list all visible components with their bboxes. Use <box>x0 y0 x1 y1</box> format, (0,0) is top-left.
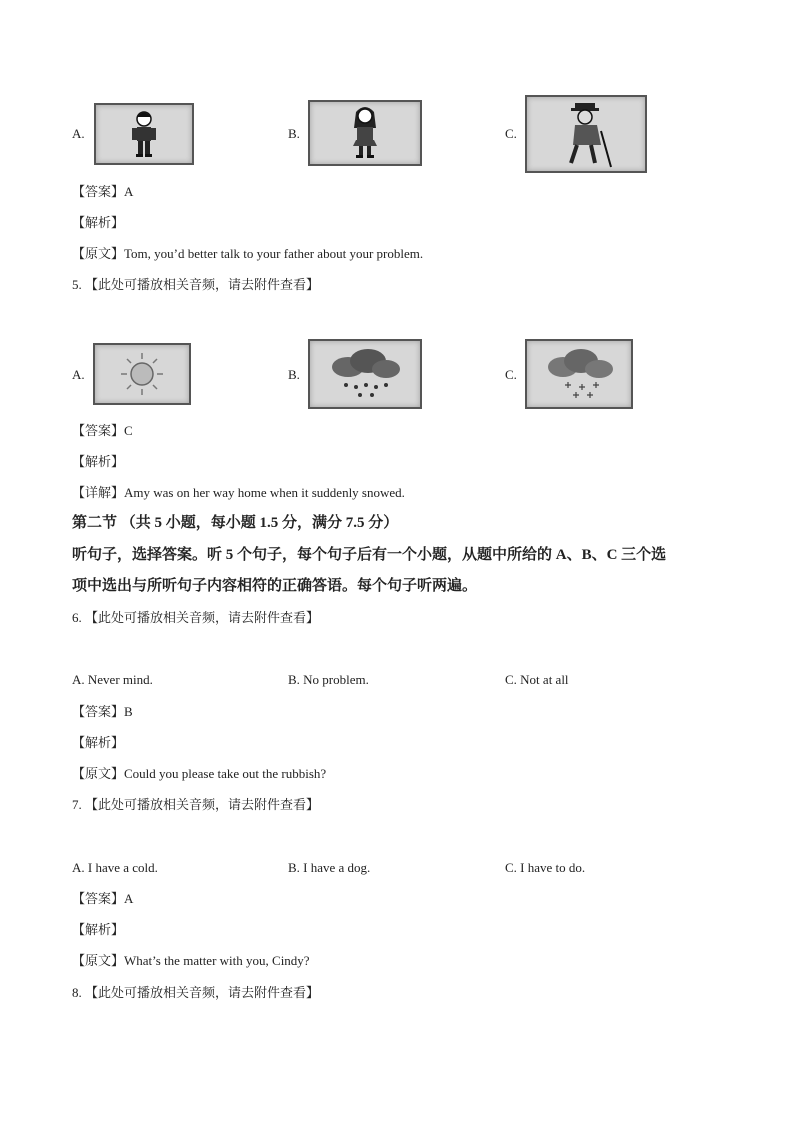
q4-analysis: 【解析】 <box>72 215 125 230</box>
sun-image <box>93 343 191 405</box>
section2-instruction-line2: 项中选出与所听句子内容相符的正确答语。每个句子听两遍。 <box>72 578 478 594</box>
section2-instruction-line1: 听句子，选择答案。听 5 个句子，每个句子后有一个小题，从题中所给的 A、B、C 三个选 <box>72 547 667 563</box>
q5-title: 5. 【此处可播放相关音频，请去附件查看】 <box>72 277 320 292</box>
q7-answer: 【答案】A <box>72 891 134 906</box>
q6-analysis: 【解析】 <box>72 735 125 750</box>
q6-original: 【原文】Could you please take out the rubbish? <box>72 766 327 781</box>
girl-icon <box>310 102 420 164</box>
old-man-image <box>525 95 647 173</box>
sun-icon <box>95 345 189 403</box>
hail-cloud-icon <box>310 341 420 407</box>
q6-title: 6. 【此处可播放相关音频，请去附件查看】 <box>72 610 320 625</box>
q4-answer: 【答案】A <box>72 184 134 199</box>
boy-icon <box>96 105 192 163</box>
q5-option-b-label: B. <box>288 367 300 382</box>
q7-option-a: A. I have a cold. <box>72 860 158 875</box>
q6-option-b: B. No problem. <box>288 672 369 687</box>
q5-option-c-label: C. <box>505 367 517 382</box>
q5-analysis: 【解析】 <box>72 454 125 469</box>
hail-cloud-image <box>308 339 422 409</box>
q4-option-b-label: B. <box>288 126 300 141</box>
snow-cloud-image <box>525 339 633 409</box>
q5-answer: 【答案】C <box>72 423 133 438</box>
q5-detail: 【详解】Amy was on her way home when it suddenly snowed. <box>72 485 405 500</box>
q4-option-c-label: C. <box>505 126 517 141</box>
q6-option-c: C. Not at all <box>505 672 569 687</box>
q8-title: 8. 【此处可播放相关音频，请去附件查看】 <box>72 985 320 1000</box>
q7-analysis: 【解析】 <box>72 922 125 937</box>
old-man-icon <box>527 97 645 171</box>
q7-original: 【原文】What’s the matter with you, Cindy? <box>72 953 310 968</box>
section2-heading: 第二节 （共 5 小题，每小题 1.5 分，满分 7.5 分） <box>72 515 399 531</box>
girl-image <box>308 100 422 166</box>
q4-original: 【原文】Tom, you’d better talk to your father about your problem. <box>72 246 424 261</box>
q7-title: 7. 【此处可播放相关音频，请去附件查看】 <box>72 797 320 812</box>
snow-cloud-icon <box>527 341 631 407</box>
q7-option-c: C. I have to do. <box>505 860 586 875</box>
q6-option-a: A. Never mind. <box>72 672 153 687</box>
q5-option-a-label: A. <box>72 367 85 382</box>
boy-image <box>94 103 194 165</box>
q4-option-a-label: A. <box>72 126 85 141</box>
q6-answer: 【答案】B <box>72 704 133 719</box>
q7-option-b: B. I have a dog. <box>288 860 371 875</box>
